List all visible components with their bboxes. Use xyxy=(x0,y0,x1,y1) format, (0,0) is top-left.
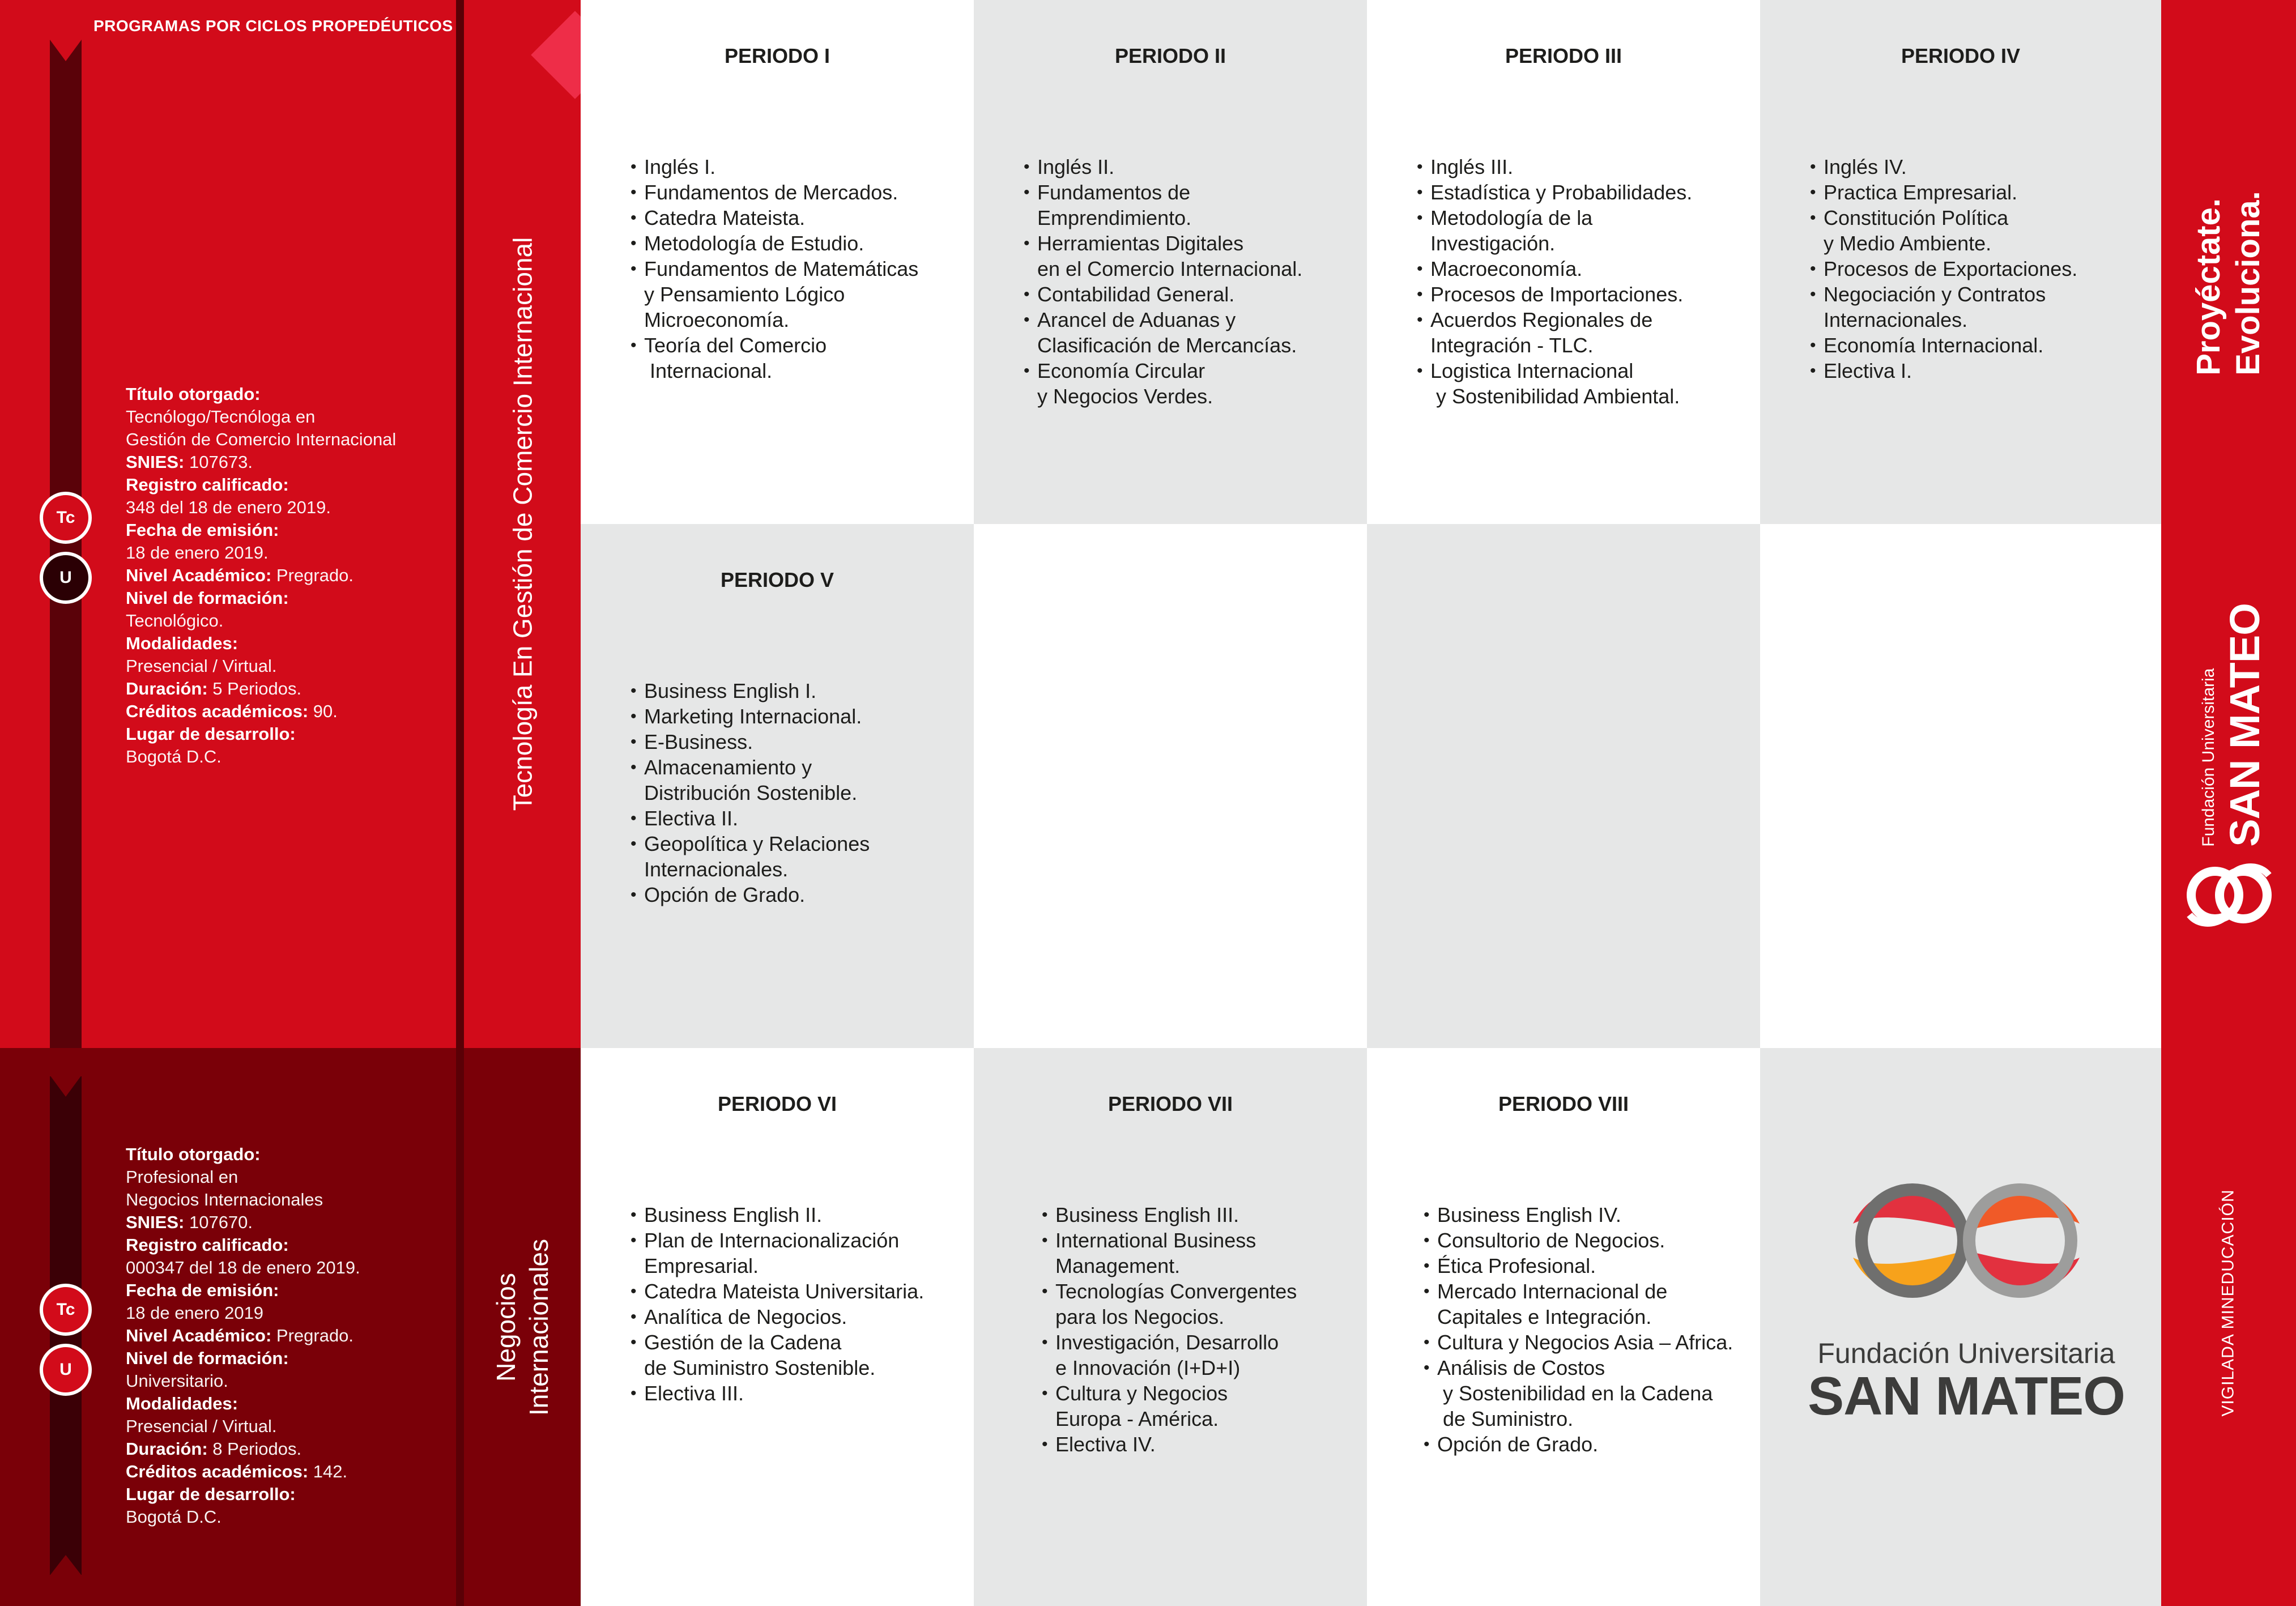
info-value: Pregrado. xyxy=(271,1326,354,1345)
course-item: • E-Business. xyxy=(631,729,870,755)
course-item: • Teoría del Comercio Internacional. xyxy=(631,333,918,384)
course-item: • Gestión de la Cadena de Suministro Sostenible. xyxy=(631,1330,924,1381)
program-title-tech xyxy=(464,0,581,1048)
info-label: Nivel Académico: xyxy=(126,1326,272,1345)
info-value: 000347 del 18 de enero 2019. xyxy=(126,1258,360,1277)
info-line xyxy=(126,1460,449,1483)
tc-badge-icon: Tc xyxy=(40,492,92,544)
timeline-bar-tech xyxy=(50,40,82,1048)
info-value: Universitario. xyxy=(126,1371,228,1391)
logo-text-big: SAN MATEO xyxy=(1808,1366,2125,1426)
period-cell xyxy=(1760,0,2161,524)
course-item: • Constitución Política y Medio Ambiente. xyxy=(1810,205,2077,256)
course-item: • Business English I. xyxy=(631,678,870,704)
period-title: PERIODO VI xyxy=(717,1092,837,1115)
brand-big: SAN MATEO xyxy=(2221,603,2269,847)
course-item: • Herramientas Digitales en el Comercio Internacional. xyxy=(1024,231,1302,282)
course-item: • Inglés III. xyxy=(1417,154,1692,180)
course-item: • Electiva III. xyxy=(631,1381,924,1406)
course-item: • Estadística y Probabilidades. xyxy=(1417,180,1692,205)
brand-emblem-icon xyxy=(2184,850,2274,940)
info-line xyxy=(126,1415,449,1438)
program-title-tech-text: Tecnología En Gestión de Comercio Internacional xyxy=(508,237,537,811)
course-item: • Negociación y Contratos Internacionales. xyxy=(1810,282,2077,333)
course-item: • Almacenamiento y Distribución Sostenible. xyxy=(631,755,870,806)
logo-text-small: Fundación Universitaria xyxy=(1817,1337,2115,1369)
info-line xyxy=(126,1234,449,1256)
period-cell xyxy=(581,0,974,524)
program-title-neg xyxy=(464,1048,581,1606)
info-line xyxy=(126,474,449,496)
course-item: • Business English II. xyxy=(631,1202,924,1228)
course-item: • Inglés I. xyxy=(631,154,918,180)
course-item: • Business English III. xyxy=(1042,1202,1297,1228)
period-items xyxy=(1024,154,1302,409)
period-items xyxy=(1424,1202,1733,1457)
period-items xyxy=(1042,1202,1297,1457)
course-item: • Plan de Internacionalización Empresarial. xyxy=(631,1228,924,1279)
info-line xyxy=(126,610,449,632)
info-label: Duración: xyxy=(126,679,208,698)
period-title: PERIODO II xyxy=(1114,44,1226,67)
period-cell xyxy=(1367,0,1760,524)
timeline-notch xyxy=(50,40,82,61)
course-item: • Macroeconomía. xyxy=(1417,256,1692,282)
info-line xyxy=(126,1370,449,1392)
empty-cell xyxy=(1760,524,2161,1048)
course-item: • Investigación, Desarrollo e Innovación (I+D+I) xyxy=(1042,1330,1297,1381)
info-line xyxy=(126,519,449,542)
period-cell xyxy=(974,0,1367,524)
info-line xyxy=(126,564,449,587)
period-title: PERIODO IV xyxy=(1901,44,2021,67)
info-line xyxy=(126,655,449,678)
info-label: Modalidades: xyxy=(126,633,238,653)
info-label: Modalidades: xyxy=(126,1394,238,1413)
course-item: • Análisis de Costos y Sostenibilidad en la Cadena de Suministro. xyxy=(1424,1355,1733,1432)
course-item: • Inglés IV. xyxy=(1810,154,2077,180)
info-line xyxy=(126,1256,449,1279)
timeline-notch xyxy=(50,1075,82,1097)
period-cell xyxy=(974,1048,1367,1606)
u-badge-icon: U xyxy=(40,552,92,604)
info-label: SNIES: xyxy=(126,1212,185,1232)
course-item: • Economía Circular y Negocios Verdes. xyxy=(1024,358,1302,409)
vigilada-label xyxy=(2161,1105,2296,1501)
info-line xyxy=(126,1279,449,1302)
brand-vertical xyxy=(2161,595,2296,855)
info-line xyxy=(126,1211,449,1234)
course-item: • Opción de Grado. xyxy=(1424,1432,1733,1457)
course-item: • Fundamentos de Matemáticas y Pensamiento Lógico Microeconomía. xyxy=(631,256,918,333)
period-items xyxy=(1417,154,1692,409)
info-label: Lugar de desarrollo: xyxy=(126,1484,296,1504)
info-value: Pregrado. xyxy=(271,565,354,585)
course-item: • Arancel de Aduanas y Clasificación de Mercancías. xyxy=(1024,307,1302,358)
info-label: Duración: xyxy=(126,1439,208,1459)
course-item: • Geopolítica y Relaciones Internacionales. xyxy=(631,831,870,882)
info-line xyxy=(126,1438,449,1460)
info-label: Registro calificado: xyxy=(126,475,289,495)
course-item: • Procesos de Exportaciones. xyxy=(1810,256,2077,282)
info-line xyxy=(126,1324,449,1347)
period-items xyxy=(631,678,870,908)
info-label: Fecha de emisión: xyxy=(126,520,279,540)
course-item: • Catedra Mateista Universitaria. xyxy=(631,1279,924,1304)
timeline-notch xyxy=(50,1555,82,1575)
info-line xyxy=(126,1347,449,1370)
info-value: 107673. xyxy=(184,452,253,472)
info-value: Presencial / Virtual. xyxy=(126,656,277,676)
info-line xyxy=(126,632,449,655)
course-item: • Marketing Internacional. xyxy=(631,704,870,729)
info-line xyxy=(126,1483,449,1506)
info-line xyxy=(126,406,449,428)
empty-cell xyxy=(1367,524,1760,1048)
period-items xyxy=(1810,154,2077,384)
info-label: Fecha de emisión: xyxy=(126,1280,279,1300)
info-label: Registro calificado: xyxy=(126,1235,289,1255)
slogan-line2: Evoluciona. xyxy=(2230,191,2267,376)
period-title: PERIODO VIII xyxy=(1498,1092,1629,1115)
course-item: • Electiva II. xyxy=(631,806,870,831)
info-line xyxy=(126,678,449,700)
slogan xyxy=(2161,0,2296,566)
info-line xyxy=(126,1143,449,1166)
tc-badge-icon: Tc xyxy=(40,1284,92,1336)
course-item: • Contabilidad General. xyxy=(1024,282,1302,307)
slogan-line1: Proyéctate. xyxy=(2190,198,2227,376)
info-line xyxy=(126,1506,449,1528)
info-label: Nivel de formación: xyxy=(126,1348,289,1368)
period-cell xyxy=(581,1048,974,1606)
info-label: Título otorgado: xyxy=(126,1144,261,1164)
course-item: • Fundamentos de Emprendimiento. xyxy=(1024,180,1302,231)
info-value: Profesional en xyxy=(126,1167,238,1187)
info-label: Lugar de desarrollo: xyxy=(126,724,296,744)
info-value: 18 de enero 2019. xyxy=(126,543,269,563)
brand-vertical-text xyxy=(2192,603,2269,847)
divider-line xyxy=(456,0,464,1606)
info-line xyxy=(126,587,449,610)
info-line xyxy=(126,496,449,519)
info-value: 18 de enero 2019 xyxy=(126,1303,264,1323)
info-value: Tecnológico. xyxy=(126,611,224,631)
period-title: PERIODO V xyxy=(720,568,834,591)
info-line xyxy=(126,542,449,564)
info-value: 142. xyxy=(308,1462,348,1481)
info-line xyxy=(126,723,449,746)
course-item: • Inglés II. xyxy=(1024,154,1302,180)
info-line xyxy=(126,700,449,723)
info-value: 5 Periodos. xyxy=(207,679,302,698)
program-title-neg-line2: Internacionales xyxy=(524,1238,554,1416)
program-header: PROGRAMAS POR CICLOS PROPEDÉUTICOS xyxy=(93,17,453,35)
program-info-tech xyxy=(126,383,449,768)
info-value: 107670. xyxy=(184,1212,253,1232)
info-line xyxy=(126,428,449,451)
info-value: Bogotá D.C. xyxy=(126,747,221,766)
course-item: • Practica Empresarial. xyxy=(1810,180,2077,205)
course-item: • Cultura y Negocios Europa - América. xyxy=(1042,1381,1297,1432)
course-item: • Tecnologías Convergentes para los Negocios. xyxy=(1042,1279,1297,1330)
period-items xyxy=(631,1202,924,1406)
course-item: • Cultura y Negocios Asia – Africa. xyxy=(1424,1330,1733,1355)
info-label: Nivel Académico: xyxy=(126,565,272,585)
period-title: PERIODO I xyxy=(724,44,830,67)
program-title-neg-line1: Negocios xyxy=(491,1272,521,1382)
info-value: Presencial / Virtual. xyxy=(126,1416,277,1436)
period-title: PERIODO III xyxy=(1505,44,1622,67)
info-line xyxy=(126,383,449,406)
course-item: • Ética Profesional. xyxy=(1424,1253,1733,1279)
period-cell xyxy=(1367,1048,1760,1606)
info-value: Bogotá D.C. xyxy=(126,1507,221,1527)
course-item: • Electiva IV. xyxy=(1042,1432,1297,1457)
info-label: Créditos académicos: xyxy=(126,701,309,721)
course-item: • Catedra Mateista. xyxy=(631,205,918,231)
info-line xyxy=(126,1302,449,1324)
course-item: • International Business Management. xyxy=(1042,1228,1297,1279)
u-badge-icon: U xyxy=(40,1344,92,1396)
course-item: • Business English IV. xyxy=(1424,1202,1733,1228)
info-value: 8 Periodos. xyxy=(207,1439,302,1459)
info-value: Gestión de Comercio Internacional xyxy=(126,429,397,449)
vigilada-text: VIGILADA MINEDUCACIÓN xyxy=(2219,1189,2238,1417)
period-items xyxy=(631,154,918,384)
info-label: SNIES: xyxy=(126,452,185,472)
period-title: PERIODO VII xyxy=(1107,1092,1233,1115)
program-title-neg-text xyxy=(489,1239,555,1416)
info-line xyxy=(126,1166,449,1188)
info-value: Tecnólogo/Tecnóloga en xyxy=(126,407,316,427)
info-value: Negocios Internacionales xyxy=(126,1190,323,1209)
brand-small: Fundación Universitaria xyxy=(2199,668,2218,847)
course-item: • Economía Internacional. xyxy=(1810,333,2077,358)
course-item: • Acuerdos Regionales de Integración - TLC. xyxy=(1417,307,1692,358)
course-item: • Fundamentos de Mercados. xyxy=(631,180,918,205)
course-item: • Consultorio de Negocios. xyxy=(1424,1228,1733,1253)
course-item: • Opción de Grado. xyxy=(631,882,870,908)
period-cell xyxy=(581,524,974,1048)
course-item: • Metodología de la Investigación. xyxy=(1417,205,1692,256)
info-line xyxy=(126,1392,449,1415)
course-item: • Electiva I. xyxy=(1810,358,2077,384)
course-item: • Logistica Internacional y Sostenibilidad Ambiental. xyxy=(1417,358,1692,409)
course-item: • Analítica de Negocios. xyxy=(631,1304,924,1330)
course-item: • Metodología de Estudio. xyxy=(631,231,918,256)
info-label: Créditos académicos: xyxy=(126,1462,309,1481)
program-info-neg xyxy=(126,1143,449,1528)
info-line xyxy=(126,746,449,768)
info-label: Nivel de formación: xyxy=(126,588,289,608)
slogan-text xyxy=(2189,191,2268,376)
course-item: • Mercado Internacional de Capitales e Integración. xyxy=(1424,1279,1733,1330)
empty-cell xyxy=(974,524,1367,1048)
info-value: 348 del 18 de enero 2019. xyxy=(126,497,331,517)
info-value: 90. xyxy=(308,701,338,721)
info-label: Título otorgado: xyxy=(126,384,261,404)
info-line xyxy=(126,1188,449,1211)
info-line xyxy=(126,451,449,474)
course-item: • Procesos de Importaciones. xyxy=(1417,282,1692,307)
